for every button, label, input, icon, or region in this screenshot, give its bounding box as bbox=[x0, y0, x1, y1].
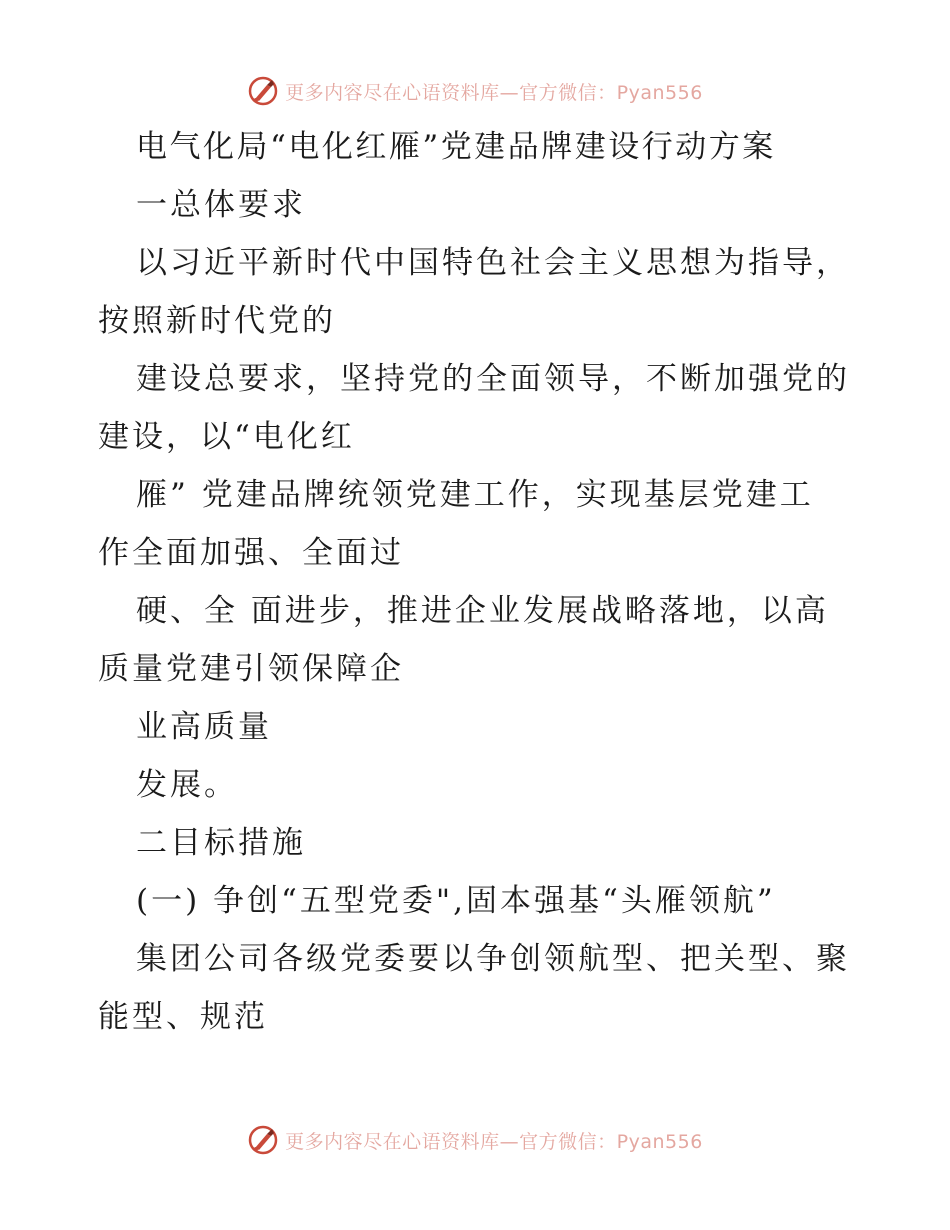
watermark-text: 更多内容尽在心语资料库—官方微信：Pyan556 bbox=[285, 81, 703, 104]
paragraph-line: 业高质量 bbox=[136, 709, 272, 745]
document-title: 电气化局“电化红雁”党建品牌建设行动方案 bbox=[136, 129, 776, 165]
paragraph-line: 硬、全 面进步，推进企业发展战略落地，以高 bbox=[136, 593, 829, 629]
ink-pen-logo-icon bbox=[247, 1124, 279, 1156]
paragraph-line: 建设，以“电化红 bbox=[98, 419, 355, 455]
paragraph-line: 建设总要求，坚持党的全面领导，不断加强党的 bbox=[136, 361, 850, 397]
paragraph-line: 作全面加强、全面过 bbox=[98, 535, 404, 571]
paragraph-line: 按照新时代党的 bbox=[98, 303, 336, 339]
paragraph-line: 质量党建引领保障企 bbox=[98, 651, 404, 687]
header-watermark-banner bbox=[0, 71, 950, 111]
ink-pen-logo-icon bbox=[247, 75, 279, 107]
document-body bbox=[98, 118, 858, 1046]
subsection-heading: (一) 争创“五型党委",固本强基“头雁领航” bbox=[136, 883, 776, 919]
paragraph-line: 能型、规范 bbox=[98, 999, 268, 1035]
section-heading: 二目标措施 bbox=[136, 825, 306, 861]
paragraph-line: 集团公司各级党委要以争创领航型、把关型、聚 bbox=[136, 941, 850, 977]
watermark-text: 更多内容尽在心语资料库—官方微信：Pyan556 bbox=[285, 1130, 703, 1153]
paragraph-line: 发展。 bbox=[136, 767, 238, 803]
paragraph-line: 以习近平新时代中国特色社会主义思想为指导， bbox=[136, 245, 850, 281]
paragraph-line: 雁” 党建品牌统领党建工作，实现基层党建工 bbox=[136, 477, 814, 513]
footer-watermark-banner bbox=[0, 1120, 950, 1160]
section-heading: 一总体要求 bbox=[136, 187, 306, 223]
